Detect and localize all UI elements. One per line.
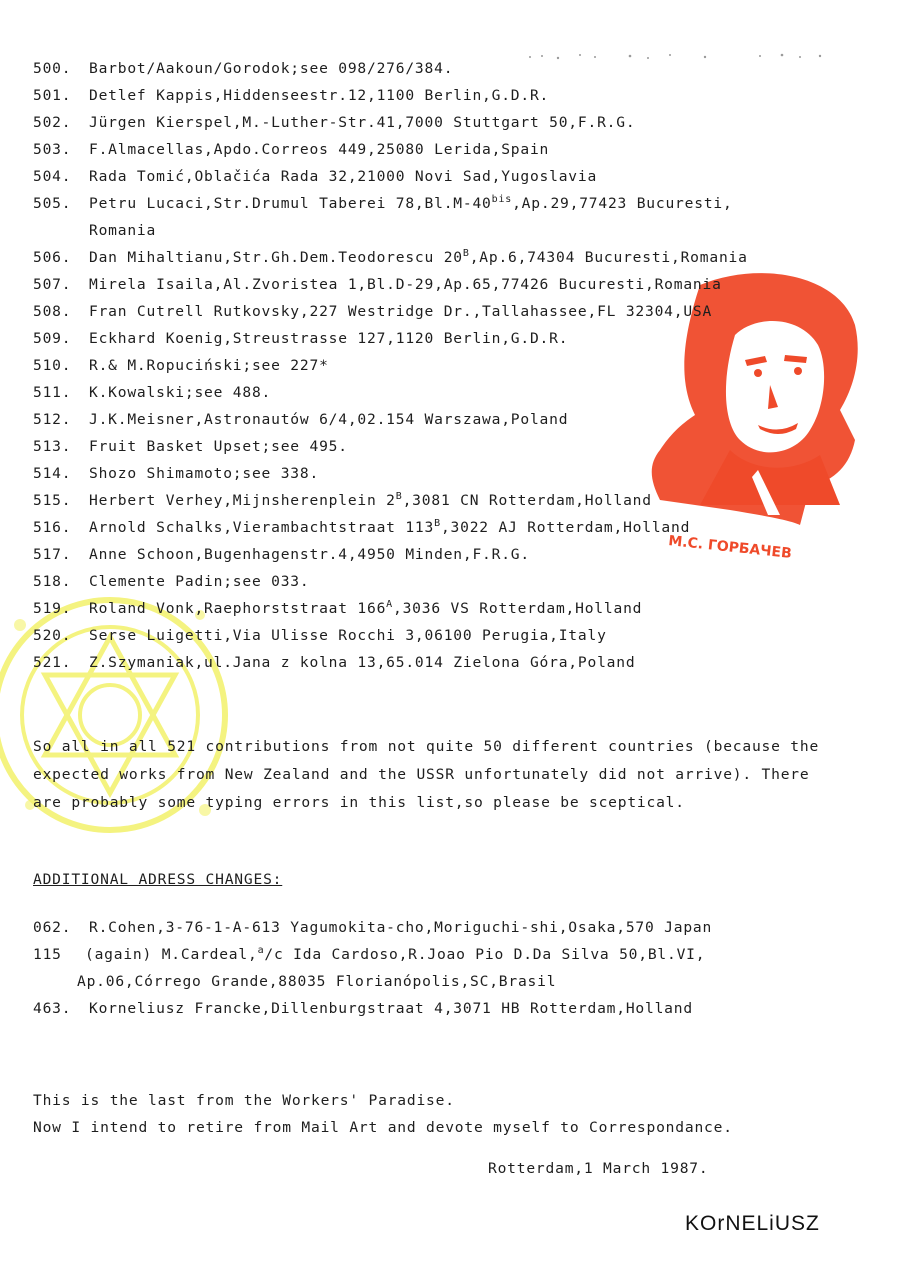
entry-number: 503. [33, 141, 72, 158]
entry-text: Rada Tomić,Oblačića Rada 32,21000 Novi Sad,Yugoslavia [89, 168, 598, 185]
list-item [33, 325, 863, 352]
entry-text: Dan Mihaltianu,Str.Gh.Dem.Teodorescu $20^B,Ap.6,74304$ Bucuresti,Romania [89, 248, 748, 266]
list-item [33, 298, 863, 325]
entry-number: 520. [33, 627, 72, 644]
entry-number: 518. [33, 573, 72, 590]
entry-number: 463. [33, 1000, 72, 1017]
entry-text: Z.Szymaniak,ul.Jana z kolna 13,65.014 Zielona Góra,Poland [89, 654, 636, 671]
entry-text: Jürgen Kierspel,M.-Luther-Str.41,7000 Stuttgart 50,F.R.G. [89, 114, 636, 131]
list-item [33, 568, 863, 595]
list-item [33, 190, 863, 217]
entry-text: F.Almacellas,Apdo.Correos 449,25080 Lerida,Spain [89, 141, 550, 158]
list-item [33, 244, 863, 271]
entry-number: 509. [33, 330, 72, 347]
entry-number: 507. [33, 276, 72, 293]
list-item [33, 379, 863, 406]
stamp-caption: М.С. ГОРБАЧЕВ [667, 533, 793, 562]
entry-text: Serse Luigetti,Via Ulisse Rocchi 3,06100 Perugia,Italy [89, 627, 607, 644]
entry-text: Detlef Kappis,Hiddenseestr.12,1100 Berlin,G.D.R. [89, 87, 550, 104]
list-item [33, 271, 863, 298]
list-item [33, 995, 863, 1022]
entry-text: Mirela Isaila,Al.Zvoristea 1,Bl.D-29,Ap.65,77426 Bucuresti,Romania [89, 276, 722, 293]
contributor-list [33, 55, 863, 676]
list-item [33, 406, 863, 433]
list-item-continuation [33, 968, 863, 995]
entry-number: 501. [33, 87, 72, 104]
list-item [33, 514, 863, 541]
superscript: B [395, 491, 403, 503]
list-item [33, 649, 863, 676]
superscript: B [462, 248, 470, 260]
entry-text: Petru Lucaci,Str.Drumul Taberei $78,Bl.M-40^{bis},Ap.29,77423$ Bucuresti, [89, 194, 733, 212]
list-item-continuation [33, 217, 863, 244]
superscript: B [434, 518, 441, 530]
list-item [33, 163, 863, 190]
summary-paragraph: So all in all 521 contributions from not quite 50 different countries (because the expected works from New Zealand and the USSR unfortunately did not arrive). There are probably some typing errors in this list,so please be sceptical. [33, 738, 820, 811]
entry-text: R.Cohen,3-76-1-A-613 Yagumokita-cho,Moriguchi-shi,Osaka,570 Japan [89, 919, 713, 936]
closing-line: This is the last from the Workers' Paradise. [33, 1092, 455, 1109]
list-item [33, 487, 863, 514]
entry-number: 519. [33, 600, 72, 617]
entry-text: Barbot/Aakoun/Gorodok;see 098/276/384. [89, 60, 454, 77]
entry-text: Korneliusz Francke,Dillenburgstraat 4,3071 HB Rotterdam,Holland [89, 1000, 693, 1017]
entry-number: 508. [33, 303, 72, 320]
entry-text: Shozo Shimamoto;see 338. [89, 465, 320, 482]
entry-text: Eckhard Koenig,Streustrasse 127,1120 Berlin,G.D.R. [89, 330, 569, 347]
address-changes-list [33, 914, 863, 1022]
entry-text: Anne Schoon,Bugenhagenstr.4,4950 Minden,F.R.G. [89, 546, 530, 563]
entry-text: Romania [89, 222, 157, 239]
list-item [33, 541, 863, 568]
superscript: A [386, 599, 393, 611]
entry-text: K.Kowalski;see 488. [89, 384, 272, 401]
entry-text: Clemente Padin;see 033. [89, 573, 310, 590]
entry-text: J.K.Meisner,Astronautów 6/4,02.154 Warszawa,Poland [89, 411, 569, 428]
entry-text: Arnold Schalks,Vierambachtstraat $113^B,3022$ AJ Rotterdam,Holland [89, 518, 691, 536]
entry-number: 513. [33, 438, 72, 455]
list-item [33, 109, 863, 136]
closing-line: Now I intend to retire from Mail Art and devote myself to Correspondance. [33, 1119, 733, 1136]
list-item [33, 55, 863, 82]
signature: KOrNELiUSZ [685, 1212, 820, 1235]
list-item [33, 941, 863, 968]
closing-remarks [33, 1087, 863, 1141]
entry-number: 502. [33, 114, 72, 131]
entry-number: 511. [33, 384, 72, 401]
entry-number: 505. [33, 195, 72, 212]
entry-text: Ap.06,Córrego Grande,88035 Florianópolis,SC,Brasil [77, 973, 557, 990]
entry-text: R.& M.Ropuciński;see 227* [89, 357, 329, 374]
list-item [33, 136, 863, 163]
entry-number: 506. [33, 249, 72, 266]
place-and-date: Rotterdam,1 March 1987. [488, 1160, 709, 1177]
list-item [33, 82, 863, 109]
entry-text: (again) M.Cardeal, [85, 946, 258, 963]
entry-text-after: /c Ida Cardoso,R.Joao Pio D.Da Silva 50,Bl.VI, [264, 946, 706, 963]
entry-number: 510. [33, 357, 72, 374]
entry-number: 515. [33, 492, 72, 509]
entry-number: 504. [33, 168, 72, 185]
list-item [33, 433, 863, 460]
entry-text: Herbert Verhey,Mijnsherenplein $2^B,3081$ CN Rotterdam,Holland [89, 491, 652, 509]
entry-number: 516. [33, 519, 72, 536]
changes-heading: ADDITIONAL ADRESS CHANGES: [33, 871, 283, 888]
superscript: bis [491, 194, 513, 206]
entry-number: 514. [33, 465, 72, 482]
entry-number: 500. [33, 60, 72, 77]
entry-text: Fran Cutrell Rutkovsky,227 Westridge Dr.,Tallahassee,FL 32304,USA [89, 303, 713, 320]
entry-text: Roland Vonk,Raephorststraat $166^A,3036$ VS Rotterdam,Holland [89, 599, 643, 617]
entry-number: 521. [33, 654, 72, 671]
list-item [33, 622, 863, 649]
list-item [33, 352, 863, 379]
entry-number: 115 [33, 946, 62, 963]
superscript: a [257, 945, 265, 957]
list-item [33, 914, 863, 941]
entry-number: 512. [33, 411, 72, 428]
entry-number: 517. [33, 546, 72, 563]
entry-text: Fruit Basket Upset;see 495. [89, 438, 348, 455]
list-item [33, 595, 863, 622]
list-item [33, 460, 863, 487]
entry-number: 062. [33, 919, 72, 936]
